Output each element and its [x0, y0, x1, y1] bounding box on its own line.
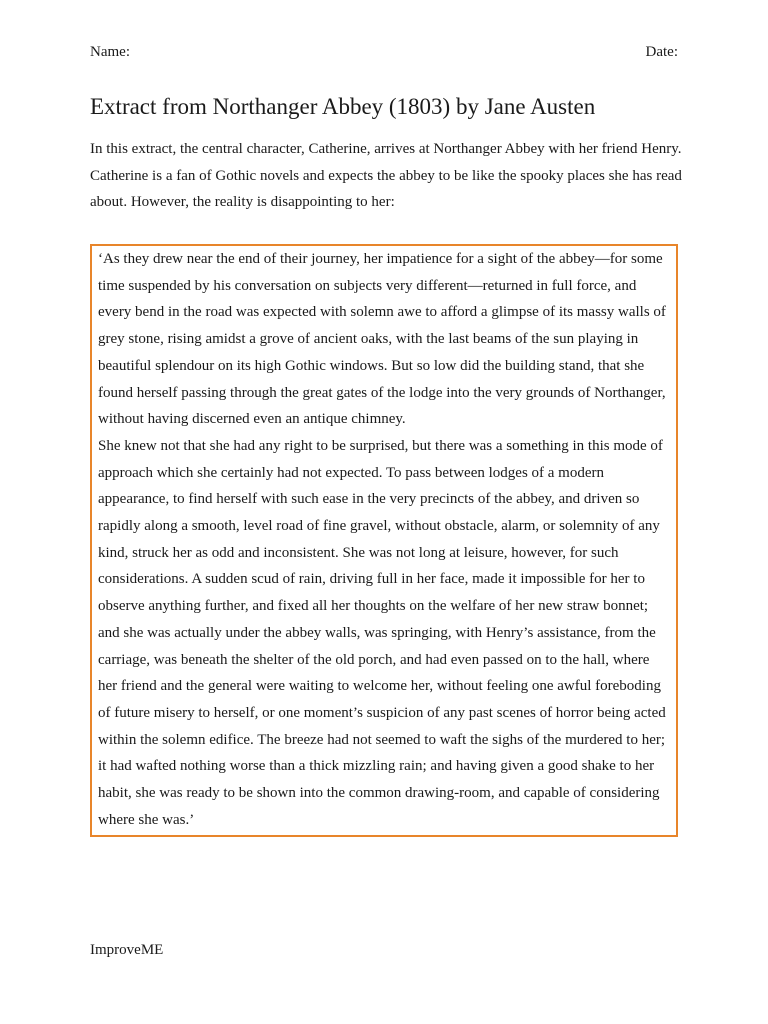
- worksheet-header: [90, 44, 678, 61]
- name-label: Name:: [90, 44, 130, 60]
- intro-paragraph: In this extract, the central character, Catherine, arrives at Northanger Abbey with her friend Henry. Catherine is a fan of Gothic novels and expects the abbey to be like the spooky places she has read about. However, the reality is disappointing to her:: [90, 141, 682, 210]
- page-title: Extract from Northanger Abbey (1803) by Jane Austen: [90, 94, 596, 119]
- extract-box: [90, 244, 678, 837]
- extract-paragraph: ‘As they drew near the end of their journey, her impatience for a sight of the abbey—for some time suspended by his conversation on subjects very different—returned in full force, and every bend in the road was expected with solemn awe to afford a glimpse of its massy walls of grey stone, rising amidst a grove of ancient oaks, with the last beams of the sun playing in beautiful splendour on its high Gothic windows. But so low did the building stand, that she found herself passing through the great gates of the lodge into the very grounds of Northanger, without having discerned even an antique chimney.: [98, 251, 666, 428]
- extract-paragraph: She knew not that she had any right to be surprised, but there was a something in this mode of approach which she certainly had not expected. To pass between lodges of a modern appearance, to find herself with such ease in the very precincts of the abbey, and driven so rapidly along a smooth, level road of fine gravel, without obstacle, alarm, or solemnity of any kind, struck her as odd and inconsistent. She was not long at leisure, however, for such considerations. A sudden scud of rain, driving full in her face, made it impossible for her to observe anything further, and fixed all her thoughts on the welfare of her new straw bonnet; and she was actually under the abbey walls, was springing, with Henry’s assistance, from the carriage, was beneath the shelter of the old porch, and had even passed on to the hall, where her friend and the general were waiting to welcome her, without feeling one awful foreboding of future misery to herself, or one moment’s suspicion of any past scenes of horror being acted within the solemn edifice. The breeze had not seemed to waft the sighs of the murdered to her; it had wafted nothing worse than a thick mizzling rain; and having given a good shake to her habit, she was ready to be shown into the common drawing-room, and capable of considering where she was.’: [98, 437, 666, 828]
- date-label: Date:: [645, 44, 678, 60]
- footer-brand: ImproveME: [90, 942, 164, 958]
